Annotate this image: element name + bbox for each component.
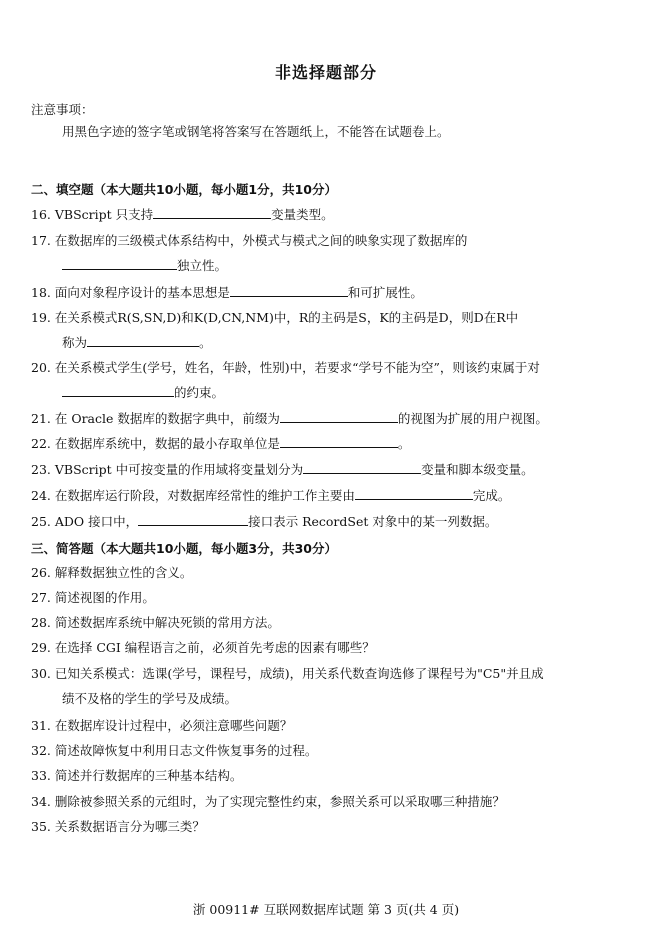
question-22 bbox=[31, 434, 621, 452]
question-text: 21. 在 Oracle 数据库的数据字典中，前缀为 bbox=[31, 411, 280, 426]
question-text: 30. 已知关系模式：选课(学号，课程号，成绩)，用关系代数查询选修了课程号为"C5"并且成 bbox=[31, 666, 544, 681]
question-text: 完成。 bbox=[472, 488, 511, 503]
question-text: 20. 在关系模式学生(学号，姓名，年龄，性别)中，若要求“学号不能为空”，则该约束属于对 bbox=[31, 360, 540, 375]
section-short-answer-heading: 三、简答题（本大题共10小题，每小题3分，共30分） bbox=[31, 541, 337, 556]
notes-text: 用黑色字迹的签字笔或钢笔将答案写在答题纸上，不能答在试题卷上。 bbox=[62, 124, 450, 139]
question-text: 独立性。 bbox=[177, 258, 228, 273]
question-text: 19. 在关系模式R(S,SN,D)和K(D,CN,NM)中，R的主码是S，K的主码是D，则D在R中 bbox=[31, 310, 519, 325]
question-text: 25. ADO 接口中， bbox=[31, 514, 139, 529]
answer-blank bbox=[230, 285, 348, 297]
question-text: 17. 在数据库的三级模式体系结构中，外模式与模式之间的映象实现了数据库的 bbox=[31, 233, 468, 248]
question-21 bbox=[31, 409, 621, 427]
question-25 bbox=[31, 512, 621, 530]
question-text: 变量和脚本级变量。 bbox=[421, 462, 534, 477]
question-24 bbox=[31, 486, 621, 504]
page-footer: 浙 00911# 互联网数据库试题 第 3 页(共 4 页) bbox=[192, 902, 460, 917]
question-text: 24. 在数据库运行阶段，对数据库经常性的维护工作主要由 bbox=[31, 488, 355, 503]
question-text: 的视图为扩展的用户视图。 bbox=[397, 411, 548, 426]
question-text: 变量类型。 bbox=[271, 207, 334, 222]
answer-blank bbox=[280, 436, 398, 448]
question-17 bbox=[31, 231, 621, 274]
question-text: 16. VBScript 只支持 bbox=[31, 207, 154, 222]
question-23 bbox=[31, 460, 621, 478]
answer-blank bbox=[303, 462, 421, 474]
answer-blank bbox=[87, 335, 199, 347]
question-16 bbox=[31, 205, 621, 223]
question-19 bbox=[31, 308, 621, 351]
question-text: 。 bbox=[199, 335, 212, 350]
notes-heading: 注意事项： bbox=[31, 102, 94, 117]
question-text: 的约束。 bbox=[174, 385, 225, 400]
page-title: 非选择题部分 bbox=[274, 63, 377, 82]
question-20 bbox=[31, 358, 621, 401]
question-text: 接口表示 RecordSet 对象中的某一列数据。 bbox=[248, 514, 498, 529]
question-28: 28. 简述数据库系统中解决死锁的常用方法。 bbox=[31, 615, 280, 630]
question-text: 23. VBScript 中可按变量的作用域将变量划分为 bbox=[31, 462, 304, 477]
question-text: 。 bbox=[397, 436, 411, 451]
answer-blank bbox=[153, 207, 271, 219]
answer-blank bbox=[355, 488, 473, 500]
question-26: 26. 解释数据独立性的含义。 bbox=[31, 565, 193, 580]
question-text: 22. 在数据库系统中，数据的最小存取单位是 bbox=[31, 436, 280, 451]
question-29: 29. 在选择 CGI 编程语言之前，必须首先考虑的因素有哪些？ bbox=[31, 640, 375, 655]
question-text: 称为 bbox=[62, 335, 88, 350]
question-33: 33. 简述并行数据库的三种基本结构。 bbox=[31, 768, 243, 783]
question-text: 和可扩展性。 bbox=[347, 285, 423, 300]
answer-blank bbox=[138, 514, 248, 526]
question-text: 18. 面向对象程序设计的基本思想是 bbox=[31, 285, 230, 300]
answer-blank bbox=[62, 258, 177, 270]
answer-blank bbox=[62, 385, 174, 397]
question-27: 27. 简述视图的作用。 bbox=[31, 590, 155, 605]
question-34: 34. 删除被参照关系的元组时，为了实现完整性约束，参照关系可以采取哪三种措施？ bbox=[31, 794, 505, 809]
answer-blank bbox=[280, 411, 398, 423]
question-30 bbox=[31, 664, 621, 707]
question-35: 35. 关系数据语言分为哪三类？ bbox=[31, 819, 205, 834]
section-fill-in-heading: 二、填空题（本大题共10小题，每小题1分，共10分） bbox=[31, 182, 337, 197]
question-31: 31. 在数据库设计过程中，必须注意哪些问题？ bbox=[31, 718, 293, 733]
question-32: 32. 简述故障恢复中利用日志文件恢复事务的过程。 bbox=[31, 743, 318, 758]
question-18 bbox=[31, 283, 621, 301]
question-text: 绩不及格的学生的学号及成绩。 bbox=[62, 691, 238, 706]
